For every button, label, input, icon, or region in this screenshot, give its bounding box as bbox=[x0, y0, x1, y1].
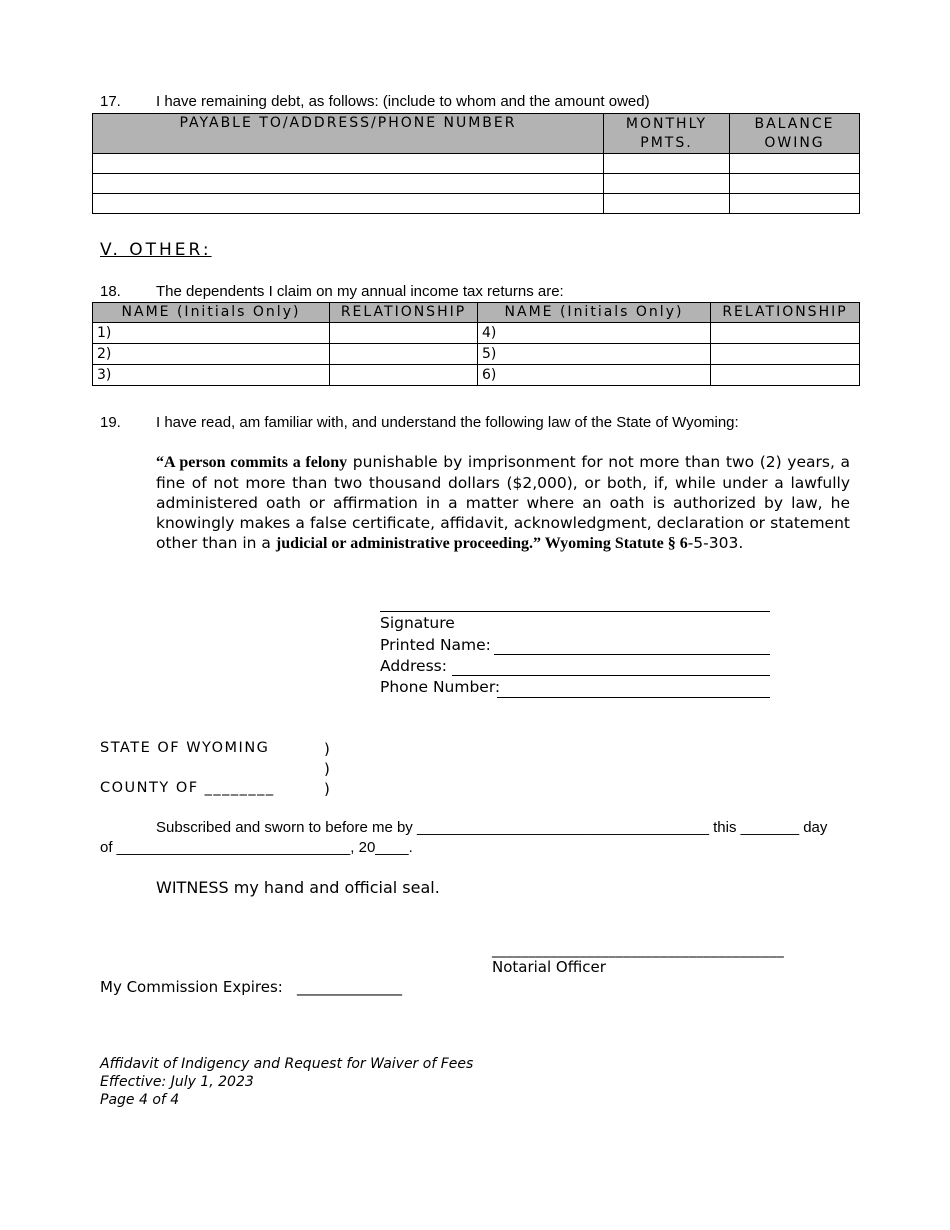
debt-header-balance: BALANCE OWING bbox=[730, 114, 860, 154]
dependent-name-cell[interactable]: 2) bbox=[93, 344, 330, 365]
subscribed-line-2: of ____________________________, 20____. bbox=[100, 839, 413, 856]
dependents-table bbox=[92, 302, 860, 386]
table-row bbox=[93, 323, 860, 344]
debt-cell[interactable] bbox=[604, 174, 730, 194]
dependent-name-cell[interactable]: 3) bbox=[93, 365, 330, 386]
dependent-relationship-cell[interactable] bbox=[711, 323, 860, 344]
debt-header-monthly: MONTHLY PMTS. bbox=[604, 114, 730, 154]
phone-number-label: Phone Number: bbox=[380, 678, 501, 696]
dependents-header-relationship-2: RELATIONSHIP bbox=[711, 303, 860, 323]
debt-cell[interactable] bbox=[730, 174, 860, 194]
section-heading-other: V. OTHER: bbox=[100, 240, 212, 260]
dependent-name-cell[interactable]: 6) bbox=[478, 365, 711, 386]
law-bold-start: “A person commits a felony bbox=[156, 454, 348, 471]
witness-statement: WITNESS my hand and official seal. bbox=[156, 878, 440, 897]
commission-expires-blank[interactable]: ______________ bbox=[297, 978, 402, 996]
address-label: Address: bbox=[380, 657, 447, 675]
commission-expires-label: My Commission Expires: bbox=[100, 978, 283, 996]
dependent-name-cell[interactable]: 5) bbox=[478, 344, 711, 365]
law-body: punishable by imprisonment for not more than two (2) years, a fine of not more than two thousand dollars ($2,000), or both, if, while under a lawfully administered oath or affirmation in a matter where an oath is authorized by law, he knowingly makes a false certificate, affidavit, acknowledgment, declaration or statement other than in a bbox=[156, 453, 850, 552]
debt-cell[interactable] bbox=[730, 194, 860, 214]
debt-table bbox=[92, 113, 860, 214]
state-label: STATE OF WYOMING bbox=[100, 740, 270, 756]
item-19-text: I have read, am familiar with, and understand the following law of the State of Wyoming: bbox=[156, 414, 739, 431]
county-label: COUNTY OF ________ bbox=[100, 780, 275, 796]
wyoming-statute-quote bbox=[156, 452, 850, 554]
notarial-officer-label: Notarial Officer bbox=[492, 958, 606, 976]
signature-label: Signature bbox=[380, 614, 455, 632]
footer-effective-date: Effective: July 1, 2023 bbox=[100, 1074, 254, 1090]
debt-cell[interactable] bbox=[93, 154, 604, 174]
dependent-relationship-cell[interactable] bbox=[711, 344, 860, 365]
dependent-relationship-cell[interactable] bbox=[330, 323, 478, 344]
venue-paren: ) bbox=[324, 740, 330, 758]
debt-cell[interactable] bbox=[604, 154, 730, 174]
dependent-relationship-cell[interactable] bbox=[711, 365, 860, 386]
item-18-text: The dependents I claim on my annual income tax returns are: bbox=[156, 283, 564, 300]
table-row bbox=[93, 174, 860, 194]
footer-page-number: Page 4 of 4 bbox=[100, 1092, 180, 1108]
dependent-relationship-cell[interactable] bbox=[330, 344, 478, 365]
footer-form-title: Affidavit of Indigency and Request for Waiver of Fees bbox=[100, 1056, 474, 1072]
signature-line[interactable] bbox=[380, 611, 770, 612]
address-line[interactable] bbox=[452, 675, 770, 676]
table-row bbox=[93, 194, 860, 214]
dependent-name-cell[interactable]: 4) bbox=[478, 323, 711, 344]
dependents-header-name-1: NAME (Initials Only) bbox=[93, 303, 330, 323]
notarial-officer-signature-line[interactable]: ________________________________________ bbox=[492, 942, 784, 958]
table-row bbox=[93, 154, 860, 174]
debt-cell[interactable] bbox=[93, 174, 604, 194]
venue-paren: ) bbox=[324, 760, 330, 778]
printed-name-label: Printed Name: bbox=[380, 636, 491, 654]
item-18-number: 18. bbox=[100, 283, 121, 300]
venue-paren: ) bbox=[324, 780, 330, 798]
debt-header-payable: PAYABLE TO/ADDRESS/PHONE NUMBER bbox=[93, 114, 604, 154]
dependents-header-name-2: NAME (Initials Only) bbox=[478, 303, 711, 323]
law-tail: -5-303. bbox=[687, 534, 744, 552]
printed-name-line[interactable] bbox=[494, 654, 770, 655]
item-17-number: 17. bbox=[100, 93, 121, 110]
law-bold-end: judicial or administrative proceeding.” Wyoming Statute § 6 bbox=[275, 535, 688, 552]
debt-cell[interactable] bbox=[730, 154, 860, 174]
dependent-relationship-cell[interactable] bbox=[330, 365, 478, 386]
subscribed-line-1: Subscribed and sworn to before me by ___________________________________ this _______ day bbox=[156, 819, 828, 836]
phone-number-line[interactable] bbox=[497, 697, 770, 698]
table-row bbox=[93, 344, 860, 365]
debt-cell[interactable] bbox=[604, 194, 730, 214]
item-17-text: I have remaining debt, as follows: (include to whom and the amount owed) bbox=[156, 93, 650, 110]
item-19-number: 19. bbox=[100, 414, 121, 431]
debt-cell[interactable] bbox=[93, 194, 604, 214]
dependents-header-relationship-1: RELATIONSHIP bbox=[330, 303, 478, 323]
dependent-name-cell[interactable]: 1) bbox=[93, 323, 330, 344]
table-row bbox=[93, 365, 860, 386]
